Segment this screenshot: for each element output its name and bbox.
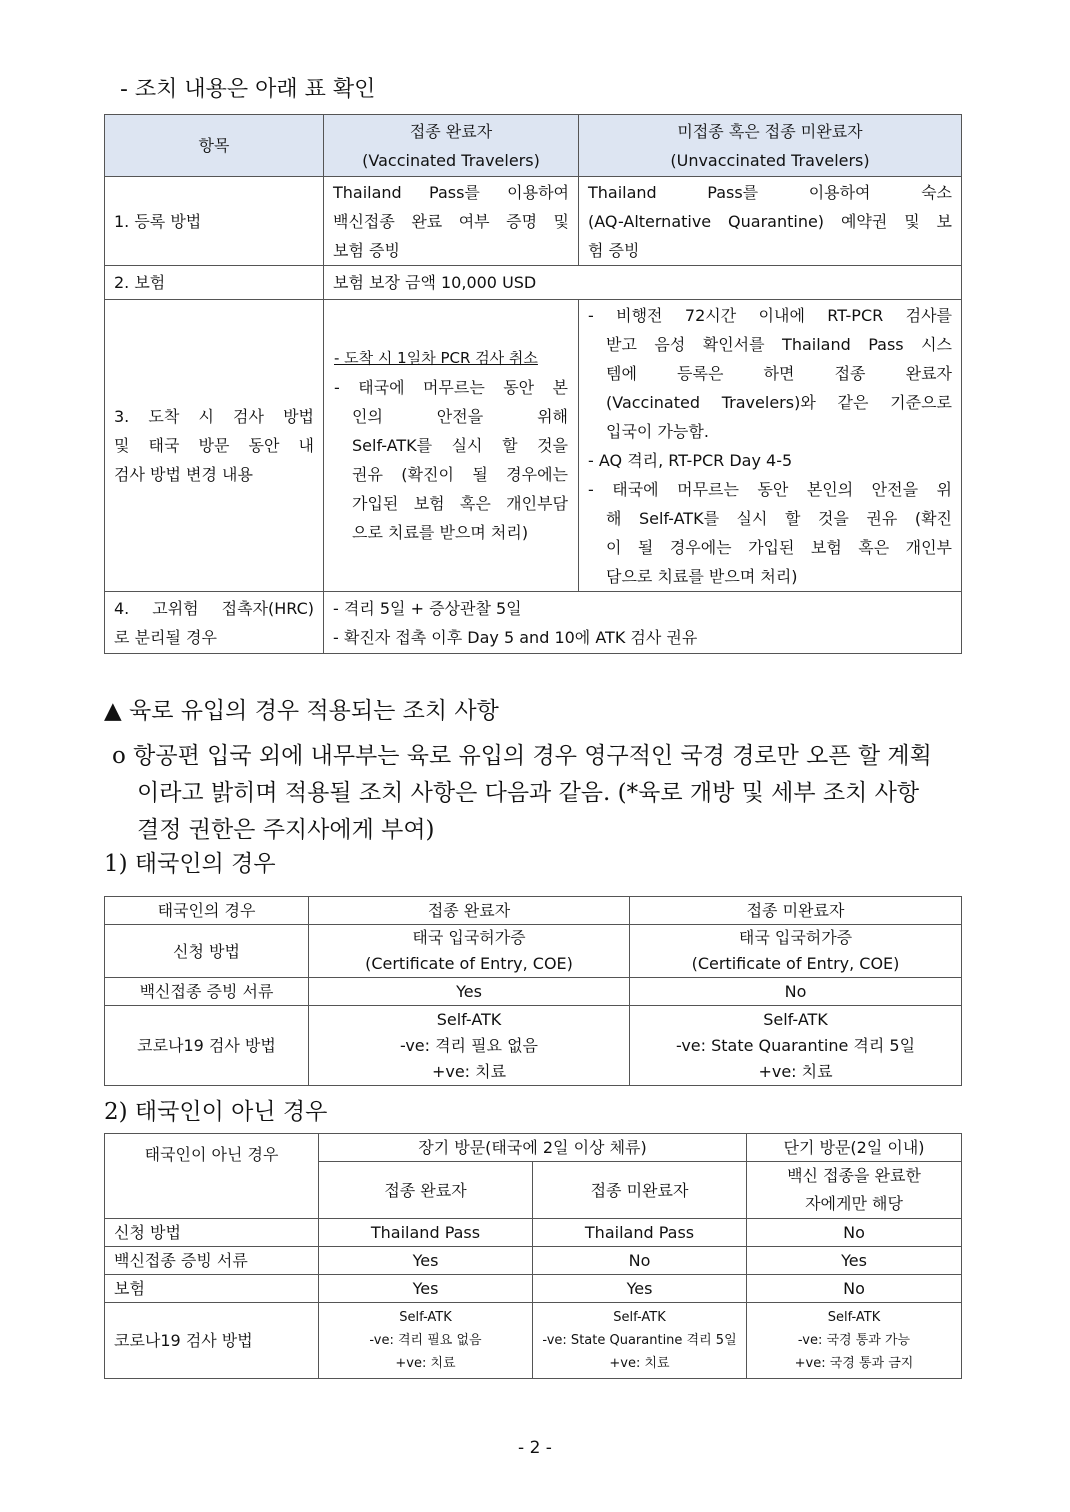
cell-line: - 도착 시 1일차 PCR 검사 취소 xyxy=(334,349,538,367)
header-short-stay: 단기 방문(2일 이내) xyxy=(747,1134,962,1162)
cell-line: 으로 치료를 받으며 처리) xyxy=(352,523,529,542)
row-vaccinated xyxy=(309,925,630,978)
header-cell: 접종 완료자 xyxy=(309,897,630,925)
cell-line: (Certificate of Entry, COE) xyxy=(365,954,573,973)
row-merged xyxy=(324,592,962,654)
cell-line: 태국 입국허가증 xyxy=(738,928,853,947)
cell-line: -ve: State Quarantine 격리 5일 xyxy=(675,1035,916,1055)
header-item: 항목 xyxy=(105,115,324,177)
cell-line: Self-ATK xyxy=(827,1310,881,1325)
row-unvaccinated: No xyxy=(630,978,962,1006)
header-short-note xyxy=(747,1162,962,1219)
cell-line: 태국 입국허가증 xyxy=(412,928,526,947)
header-vaccinated xyxy=(324,115,579,177)
cell-line: 권유 (확진이 될 경우에는 xyxy=(352,465,568,484)
intro-line: - 조치 내용은 아래 표 확인 xyxy=(120,77,376,102)
bullet-line: 이라고 밝히며 적용될 조치 사항은 다음과 같음. (*육로 개방 및 세부 조치 사항 xyxy=(137,780,920,806)
row-label: 신청 방법 xyxy=(105,925,309,978)
row-long-vaccinated xyxy=(319,1303,533,1379)
cell-line: +ve: 치료 xyxy=(758,1061,833,1081)
row-long-vaccinated: Yes xyxy=(319,1247,533,1275)
row-label: 신청 방법 xyxy=(105,1219,319,1247)
table-row xyxy=(105,925,962,978)
row-unvaccinated xyxy=(579,177,962,266)
cell-line: 담으로 치료를 받으며 처리) xyxy=(606,566,798,586)
cell-line: 백신접종 완료 여부 증명 및 xyxy=(333,211,569,231)
table-row xyxy=(105,978,962,1006)
row-label: 백신접종 증빙 서류 xyxy=(105,1247,319,1275)
row-short: No xyxy=(747,1275,962,1303)
header-vaccinated: 접종 완료자 xyxy=(319,1162,533,1219)
table-row xyxy=(105,1275,962,1303)
row-vaccinated xyxy=(324,177,579,266)
cell-line: +ve: 치료 xyxy=(431,1061,507,1081)
header-cell: 접종 미완료자 xyxy=(630,897,962,925)
cell-line: - 태국에 머무르는 동안 본인의 안전을 위 xyxy=(588,479,952,499)
row-item: 1. 등록 방법 xyxy=(105,177,324,266)
row-long-vaccinated: Yes xyxy=(319,1275,533,1303)
non-thai-heading: 2) 태국인이 아닌 경우 xyxy=(104,1099,328,1125)
cell-line: 가입된 보험 혹은 개인부담 xyxy=(352,494,568,513)
header-unvaccinated-en: (Unvaccinated Travelers) xyxy=(670,150,870,170)
cell-line: - 격리 5일 + 증상관찰 5일 xyxy=(333,598,522,618)
header-corner: 태국인이 아닌 경우 xyxy=(105,1134,319,1219)
cell-line: 이 될 경우에는 가입된 보험 혹은 개인부 xyxy=(606,537,952,557)
cell-line: - 비행전 72시간 이내에 RT-PCR 검사를 xyxy=(588,305,952,325)
cell-line: 템에 등록은 하면 접종 완료자 xyxy=(606,363,952,383)
cell-line: +ve: 국경 통과 금지 xyxy=(794,1356,914,1371)
row-item xyxy=(105,300,324,592)
cell-line: Thailand Pass를 이용하여 xyxy=(333,182,569,202)
cell-line: +ve: 치료 xyxy=(609,1356,670,1371)
table-row xyxy=(105,1006,962,1086)
row-long-unvaccinated: Thailand Pass xyxy=(533,1219,747,1247)
land-entry-heading: ▲ 육로 유입의 경우 적용되는 조치 사항 xyxy=(104,698,499,724)
table-row xyxy=(105,592,962,654)
row-long-unvaccinated xyxy=(533,1303,747,1379)
header-unvaccinated-ko: 미접종 혹은 접종 미완료자 xyxy=(677,121,863,141)
thai-nationals-table xyxy=(104,896,962,1086)
cell-line: 및 태국 방문 동안 내 xyxy=(114,436,314,455)
row-long-unvaccinated: Yes xyxy=(533,1275,747,1303)
header-vaccinated-ko: 접종 완료자 xyxy=(409,121,493,141)
row-unvaccinated xyxy=(630,1006,962,1086)
cell-line: Self-ATK xyxy=(399,1310,452,1325)
bullet-line: 결정 권한은 주지사에게 부여) xyxy=(137,817,435,843)
row-vaccinated: Yes xyxy=(309,978,630,1006)
cell-line: 3. 도착 시 검사 방법 xyxy=(114,407,314,426)
cell-line: 해 Self-ATK를 실시 할 것을 권유 (확진 xyxy=(606,508,952,528)
table-header-row xyxy=(105,1134,962,1162)
cell-line: (AQ-Alternative Quarantine) 예약권 및 보 xyxy=(588,211,952,231)
row-label: 코로나19 검사 방법 xyxy=(105,1006,309,1086)
cell-line: -ve: State Quarantine 격리 5일 xyxy=(542,1333,737,1348)
cell-line: Thailand Pass를 이용하여 숙소 xyxy=(588,182,952,202)
row-vaccinated xyxy=(324,300,579,592)
cell-line: -ve: 국경 통과 가능 xyxy=(797,1333,911,1348)
table-row xyxy=(105,300,962,592)
row-item: 2. 보험 xyxy=(105,266,324,300)
thai-nationals-heading: 1) 태국인의 경우 xyxy=(104,851,276,877)
cell-line: Self-ATK를 실시 할 것을 xyxy=(352,436,568,455)
cell-line: (Certificate of Entry, COE) xyxy=(691,954,900,973)
row-vaccinated xyxy=(309,1006,630,1086)
cell-line: (Vaccinated Travelers)와 같은 기준으로 xyxy=(606,392,952,412)
cell-line: 험 증빙 xyxy=(588,240,640,260)
cell-line: 입국이 가능함. xyxy=(606,421,709,441)
row-short: Yes xyxy=(747,1247,962,1275)
row-unvaccinated xyxy=(579,300,962,592)
cell-line: - 확진자 접촉 이후 Day 5 and 10에 ATK 검사 권유 xyxy=(333,627,698,647)
table-row xyxy=(105,177,962,266)
cell-line: 보험 증빙 xyxy=(333,240,400,260)
table-row xyxy=(105,1247,962,1275)
cell-line: 받고 음성 확인서를 Thailand Pass 시스 xyxy=(606,334,952,354)
cell-line: +ve: 치료 xyxy=(395,1356,456,1371)
header-vaccinated-en: (Vaccinated Travelers) xyxy=(362,150,540,170)
header-cell: 태국인의 경우 xyxy=(105,897,309,925)
row-long-unvaccinated: No xyxy=(533,1247,747,1275)
page-number: - 2 - xyxy=(518,1438,552,1458)
row-unvaccinated xyxy=(630,925,962,978)
row-label: 코로나19 검사 방법 xyxy=(105,1303,319,1379)
cell-line: 백신 접종을 완료한 xyxy=(787,1166,921,1185)
cell-line: 4. 고위험 접촉자(HRC) xyxy=(114,598,314,618)
cell-line: 검사 방법 변경 내용 xyxy=(114,465,253,484)
header-unvaccinated: 접종 미완료자 xyxy=(533,1162,747,1219)
row-short xyxy=(747,1303,962,1379)
row-label: 보험 xyxy=(105,1275,319,1303)
row-long-vaccinated: Thailand Pass xyxy=(319,1219,533,1247)
table-header-row xyxy=(105,115,962,177)
row-label: 백신접종 증빙 서류 xyxy=(105,978,309,1006)
cell-line: -ve: 격리 필요 없음 xyxy=(399,1035,539,1055)
cell-line: 로 분리될 경우 xyxy=(114,627,217,647)
cell-line: - AQ 격리, RT-PCR Day 4-5 xyxy=(588,450,793,470)
table-header-row xyxy=(105,897,962,925)
header-long-stay: 장기 방문(태국에 2일 이상 체류) xyxy=(319,1134,747,1162)
table-row xyxy=(105,1219,962,1247)
measures-table xyxy=(104,114,962,654)
cell-line: -ve: 격리 필요 없음 xyxy=(369,1333,482,1348)
bullet-line: o 항공편 입국 외에 내무부는 육로 유입의 경우 영구적인 국경 경로만 오픈 할 계획 xyxy=(112,743,932,769)
cell-line: Self-ATK xyxy=(613,1310,666,1325)
row-merged: 보험 보장 금액 10,000 USD xyxy=(324,266,962,300)
non-thai-table xyxy=(104,1133,962,1379)
cell-line: 자에게만 해당 xyxy=(805,1194,903,1213)
cell-line: - 태국에 머무르는 동안 본 xyxy=(334,378,568,397)
row-item xyxy=(105,592,324,654)
land-entry-bullet xyxy=(112,738,972,849)
cell-line: Self-ATK xyxy=(763,1009,828,1029)
table-row xyxy=(105,266,962,300)
cell-line: Self-ATK xyxy=(436,1009,502,1029)
cell-line: 인의 안전을 위해 xyxy=(352,407,568,426)
table-row xyxy=(105,1303,962,1379)
row-short: No xyxy=(747,1219,962,1247)
header-unvaccinated xyxy=(579,115,962,177)
